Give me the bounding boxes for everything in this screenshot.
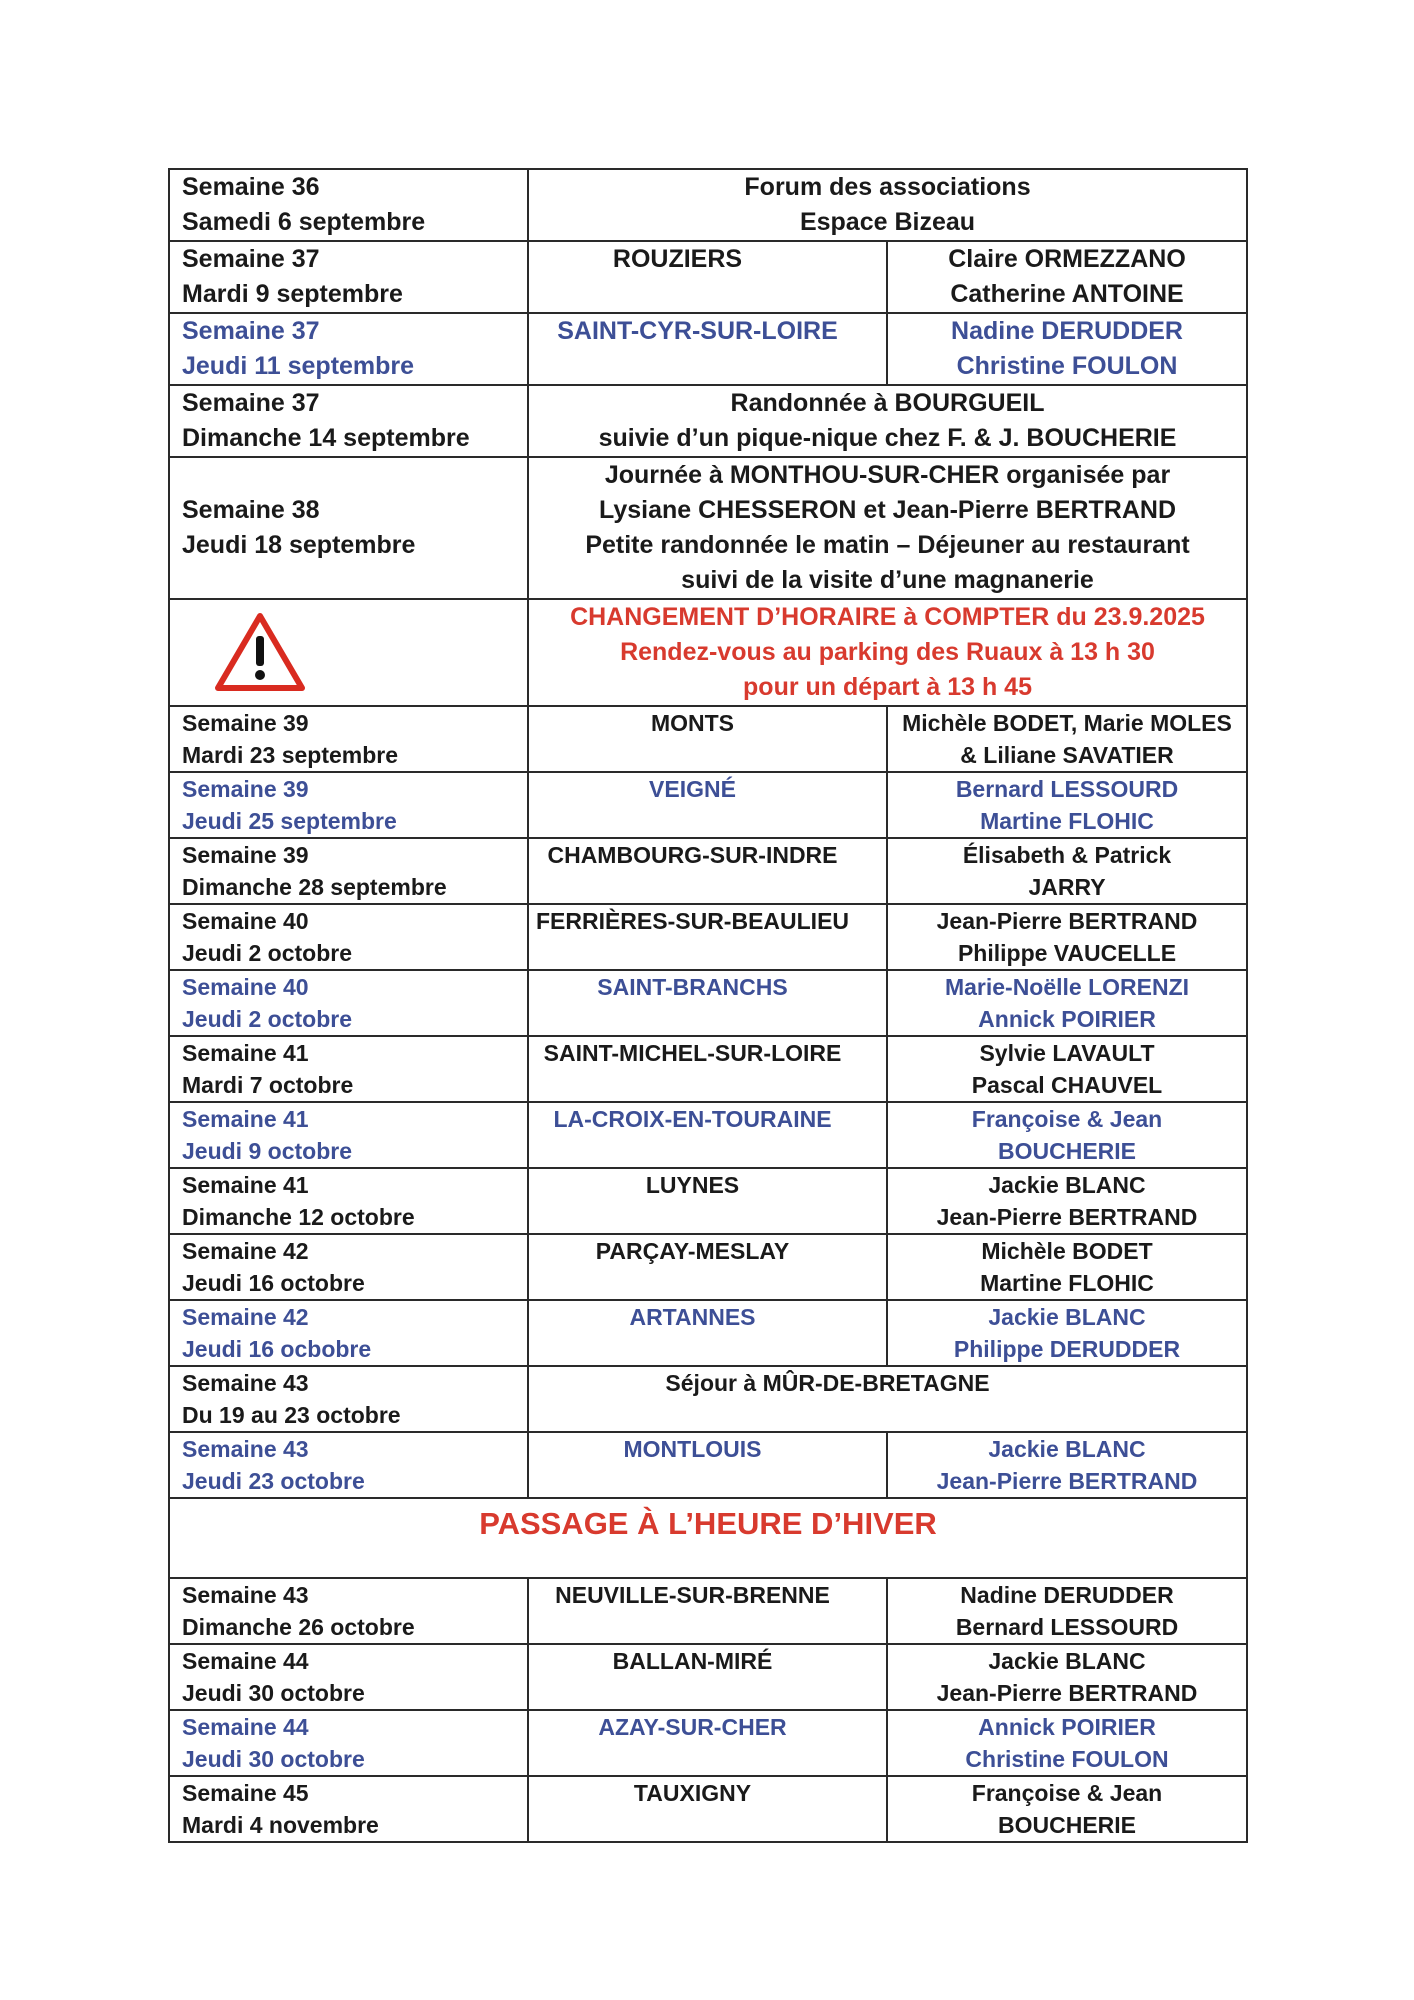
leaders-cell	[887, 838, 1247, 904]
winter-time-notice: PASSAGE À L’HEURE D’HIVER	[479, 1506, 937, 1541]
event-cell	[528, 1366, 1247, 1432]
week-label: Semaine 40	[182, 908, 309, 934]
leader-name: Jackie BLANC	[988, 1304, 1146, 1330]
table-row	[169, 1432, 1247, 1498]
date-label: Jeudi 25 septembre	[182, 808, 397, 834]
week-date-cell	[169, 838, 528, 904]
date-label: Du 19 au 23 octobre	[182, 1402, 401, 1428]
warning-icon	[214, 612, 306, 692]
place-cell: ROUZIERS	[528, 241, 887, 313]
table-row	[169, 706, 1247, 772]
week-label: Semaine 39	[182, 710, 309, 736]
week-date-cell	[169, 1432, 528, 1498]
event-line: Petite randonnée le matin – Déjeuner au restaurant	[585, 531, 1190, 559]
leader-name: BOUCHERIE	[998, 1812, 1137, 1838]
date-label: Jeudi 30 octobre	[182, 1680, 365, 1706]
table-row	[169, 1168, 1247, 1234]
week-date-cell	[169, 1102, 528, 1168]
week-date-cell	[169, 1710, 528, 1776]
place-cell: NEUVILLE-SUR-BRENNE	[528, 1578, 887, 1644]
leaders-cell	[887, 1168, 1247, 1234]
week-label: Semaine 37	[182, 245, 320, 273]
place-cell: ARTANNES	[528, 1300, 887, 1366]
week-date-cell	[169, 706, 528, 772]
leader-name: Philippe DERUDDER	[953, 1336, 1181, 1362]
week-label: Semaine 36	[182, 173, 320, 201]
leader-name: Christine FOULON	[965, 1746, 1169, 1772]
week-date-cell	[169, 1366, 528, 1432]
week-date-cell	[169, 169, 528, 241]
leaders-cell	[887, 1432, 1247, 1498]
week-date-cell	[169, 457, 528, 599]
warning-cell	[169, 599, 528, 706]
date-label: Dimanche 26 octobre	[182, 1614, 415, 1640]
leader-name: Jackie BLANC	[988, 1436, 1146, 1462]
leader-name: Marie-Noëlle LORENZI	[944, 974, 1190, 1000]
leaders-cell	[887, 904, 1247, 970]
date-label: Jeudi 11 septembre	[182, 352, 415, 380]
leader-name: Annick POIRIER	[978, 1006, 1156, 1032]
date-label: Jeudi 23 octobre	[182, 1468, 365, 1494]
week-date-cell	[169, 313, 528, 385]
place-cell: SAINT-MICHEL-SUR-LOIRE	[528, 1036, 887, 1102]
week-label: Semaine 41	[182, 1040, 309, 1066]
week-label: Semaine 39	[182, 842, 309, 868]
table-row	[169, 772, 1247, 838]
leader-name: Martine FLOHIC	[980, 808, 1154, 834]
leader-name: Nadine DERUDDER	[960, 1582, 1174, 1608]
week-label: Semaine 42	[182, 1304, 309, 1330]
week-date-cell	[169, 1168, 528, 1234]
week-label: Semaine 44	[182, 1648, 309, 1674]
leader-name: Françoise & Jean	[971, 1780, 1163, 1806]
event-cell	[528, 169, 1247, 241]
date-label: Mardi 7 octobre	[182, 1072, 354, 1098]
table-row	[169, 1776, 1247, 1842]
week-label: Semaine 43	[182, 1582, 309, 1608]
leaders-cell	[887, 1102, 1247, 1168]
week-label: Semaine 45	[182, 1780, 309, 1806]
table-row	[169, 1578, 1247, 1644]
event-line: Forum des associations	[744, 173, 1031, 201]
place-cell: LA-CROIX-EN-TOURAINE	[528, 1102, 887, 1168]
table-row	[169, 1644, 1247, 1710]
leader-name: Jean-Pierre BERTRAND	[936, 1204, 1198, 1230]
leader-name: Jean-Pierre BERTRAND	[936, 908, 1198, 934]
week-date-cell	[169, 385, 528, 457]
week-label: Semaine 37	[182, 389, 320, 417]
leader-name: Philippe VAUCELLE	[957, 940, 1177, 966]
date-label: Mardi 9 septembre	[182, 280, 403, 308]
week-label: Semaine 37	[182, 317, 320, 345]
schedule-table	[168, 168, 1248, 1843]
leaders-cell	[887, 1776, 1247, 1842]
date-label: Mardi 4 novembre	[182, 1812, 379, 1838]
leader-name: Bernard LESSOURD	[955, 1614, 1179, 1640]
leader-name: Claire ORMEZZANO	[948, 245, 1186, 273]
leader-name: Nadine DERUDDER	[951, 317, 1183, 345]
leader-name: Bernard LESSOURD	[955, 776, 1179, 802]
table-row	[169, 904, 1247, 970]
date-label: Dimanche 12 octobre	[182, 1204, 415, 1230]
table-row	[169, 970, 1247, 1036]
place-cell: TAUXIGNY	[528, 1776, 887, 1842]
place-cell: FERRIÈRES-SUR-BEAULIEU	[528, 904, 887, 970]
leaders-cell	[887, 772, 1247, 838]
leaders-cell	[887, 1300, 1247, 1366]
event-line: Espace Bizeau	[799, 208, 976, 236]
table-row	[169, 169, 1247, 241]
leaders-cell	[887, 1234, 1247, 1300]
table-row	[169, 1102, 1247, 1168]
date-label: Mardi 23 septembre	[182, 742, 399, 768]
leader-name: JARRY	[1028, 874, 1106, 900]
week-label: Semaine 38	[182, 496, 320, 524]
notice-line: Rendez-vous au parking des Ruaux à 13 h 30	[620, 638, 1155, 666]
week-date-cell	[169, 1644, 528, 1710]
leader-name: Michèle BODET, Marie MOLES	[902, 710, 1232, 736]
date-label: Jeudi 30 octobre	[182, 1746, 365, 1772]
event-line: Randonnée à BOURGUEIL	[730, 389, 1045, 417]
event-line: Séjour à MÛR-DE-BRETAGNE	[665, 1370, 990, 1396]
week-date-cell	[169, 772, 528, 838]
notice-row	[169, 599, 1247, 706]
place-cell: CHAMBOURG-SUR-INDRE	[528, 838, 887, 904]
leader-name: Françoise & Jean	[971, 1106, 1163, 1132]
leader-name: Jackie BLANC	[988, 1172, 1146, 1198]
leaders-cell	[887, 1578, 1247, 1644]
week-date-cell	[169, 970, 528, 1036]
event-line: Lysiane CHESSERON et Jean-Pierre BERTRAND	[599, 496, 1177, 524]
table-row	[169, 385, 1247, 457]
table-row	[169, 1710, 1247, 1776]
event-cell	[528, 457, 1247, 599]
leader-name: & Liliane SAVATIER	[960, 742, 1174, 768]
week-date-cell	[169, 1300, 528, 1366]
event-cell	[528, 385, 1247, 457]
table-row	[169, 838, 1247, 904]
leaders-cell	[887, 313, 1247, 385]
week-label: Semaine 41	[182, 1172, 309, 1198]
leader-name: Sylvie LAVAULT	[979, 1040, 1155, 1066]
date-label: Dimanche 28 septembre	[182, 874, 447, 900]
event-line: suivie d’un pique-nique chez F. & J. BOUCHERIE	[598, 424, 1177, 452]
week-label: Semaine 40	[182, 974, 309, 1000]
place-cell: PARÇAY-MESLAY	[528, 1234, 887, 1300]
date-label: Jeudi 16 ocbobre	[182, 1336, 372, 1362]
notice-line: pour un départ à 13 h 45	[743, 673, 1032, 701]
week-label: Semaine 41	[182, 1106, 309, 1132]
leaders-cell	[887, 1036, 1247, 1102]
event-line: suivi de la visite d’une magnanerie	[681, 566, 1094, 594]
table-row	[169, 1366, 1247, 1432]
leaders-cell	[887, 1710, 1247, 1776]
leader-name: Annick POIRIER	[978, 1714, 1156, 1740]
table-row	[169, 1036, 1247, 1102]
place-cell: AZAY-SUR-CHER	[528, 1710, 887, 1776]
week-label: Semaine 42	[182, 1238, 309, 1264]
table-row	[169, 1300, 1247, 1366]
leader-name: Jackie BLANC	[988, 1648, 1146, 1674]
leader-name: Martine FLOHIC	[980, 1270, 1154, 1296]
date-label: Jeudi 18 septembre	[182, 531, 416, 559]
date-label: Samedi 6 septembre	[182, 208, 426, 236]
leader-name: Jean-Pierre BERTRAND	[936, 1680, 1198, 1706]
leader-name: Christine FOULON	[956, 352, 1178, 380]
week-date-cell	[169, 904, 528, 970]
place-cell: MONTLOUIS	[528, 1432, 887, 1498]
week-label: Semaine 39	[182, 776, 309, 802]
week-label: Semaine 44	[182, 1714, 309, 1740]
place-cell: MONTS	[528, 706, 887, 772]
place-cell: SAINT-CYR-SUR-LOIRE	[528, 313, 887, 385]
place-cell: LUYNES	[528, 1168, 887, 1234]
week-date-cell	[169, 1776, 528, 1842]
leader-name: Pascal CHAUVEL	[971, 1072, 1163, 1098]
week-label: Semaine 43	[182, 1370, 309, 1396]
leaders-cell	[887, 706, 1247, 772]
place-cell: SAINT-BRANCHS	[528, 970, 887, 1036]
date-label: Jeudi 9 octobre	[182, 1138, 352, 1164]
table-row	[169, 313, 1247, 385]
leader-name: Élisabeth & Patrick	[962, 842, 1172, 868]
table-row	[169, 1234, 1247, 1300]
week-label: Semaine 43	[182, 1436, 309, 1462]
leaders-cell	[887, 970, 1247, 1036]
date-label: Dimanche 14 septembre	[182, 424, 470, 452]
week-date-cell	[169, 1234, 528, 1300]
date-label: Jeudi 2 octobre	[182, 1006, 352, 1032]
leader-name: Michèle BODET	[981, 1238, 1153, 1264]
place-cell: VEIGNÉ	[528, 772, 887, 838]
week-date-cell	[169, 241, 528, 313]
week-date-cell	[169, 1036, 528, 1102]
week-date-cell	[169, 1578, 528, 1644]
table-row	[169, 457, 1247, 599]
leader-name: BOUCHERIE	[998, 1138, 1137, 1164]
winter-time-row	[169, 1498, 1247, 1578]
notice-line: CHANGEMENT D’HORAIRE à COMPTER du 23.9.2025	[570, 603, 1205, 631]
leaders-cell	[887, 241, 1247, 313]
date-label: Jeudi 16 octobre	[182, 1270, 365, 1296]
leader-name: Jean-Pierre BERTRAND	[936, 1468, 1198, 1494]
place-cell: BALLAN-MIRÉ	[528, 1644, 887, 1710]
notice-cell	[528, 599, 1247, 706]
winter-time-cell	[169, 1498, 1247, 1578]
leader-name: Catherine ANTOINE	[950, 280, 1184, 308]
date-label: Jeudi 2 octobre	[182, 940, 352, 966]
event-line: Journée à MONTHOU-SUR-CHER organisée par	[604, 461, 1171, 489]
leaders-cell	[887, 1644, 1247, 1710]
table-row	[169, 241, 1247, 313]
